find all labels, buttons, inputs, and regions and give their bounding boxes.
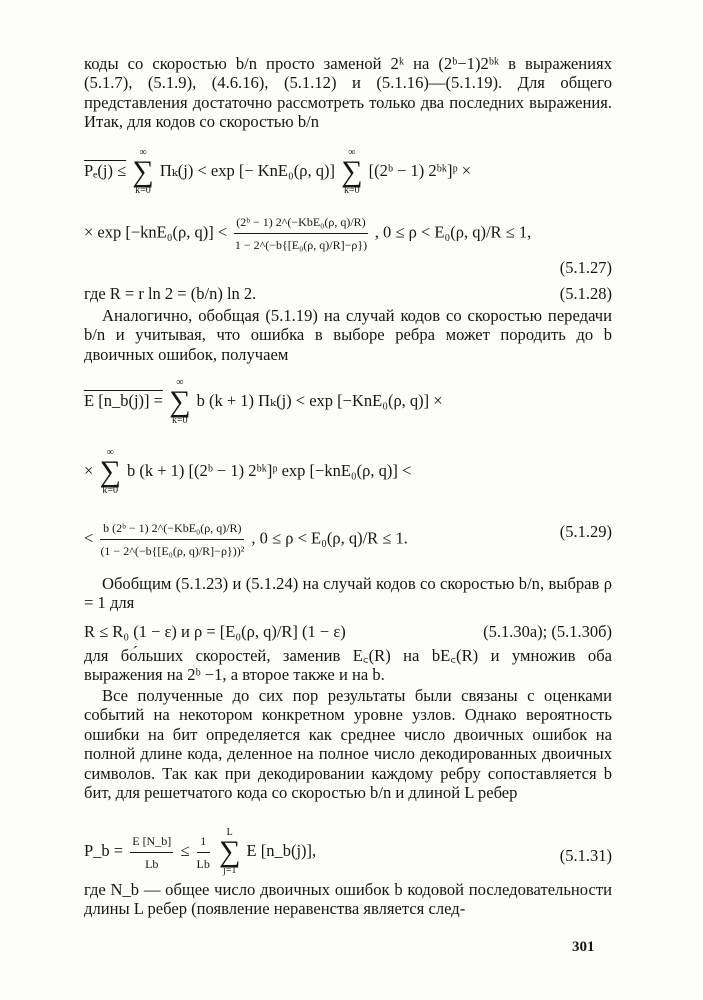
paragraph-generalize: Обобщим (5.1.23) и (5.1.24) на случай кодов со скоростью b/n, выбрав ρ = 1 для bbox=[84, 574, 612, 613]
fraction: $\frac{E [N\_b]}{Lb}$ bbox=[130, 831, 173, 874]
equation-number: (5.1.29) bbox=[559, 522, 612, 541]
eq-lhs: Pₑ(j) ≤ bbox=[84, 160, 127, 180]
equation-number: (5.1.28) bbox=[559, 284, 612, 303]
sum-symbol: ∞ ∑ k=0 bbox=[132, 147, 154, 196]
equation-5-1-29-line1: E [n_b(j)] = ∞ ∑ k=0 b (k + 1) Πₖ(j) < exp [−KnE₀(ρ, q)] × bbox=[84, 377, 443, 426]
eq-middle: Πₖ(j) < exp [− KnE₀(ρ, q)] bbox=[159, 160, 335, 180]
page-number: 301 bbox=[572, 939, 595, 955]
equation-5-1-29-line3: < $\frac{\text{b (2ᵇ − 1) 2\textasciicircum{}(−KbE₀(ρ, q)/R)}}{\text{(1 − 2\textasciicircum{}(−b\{[E₀(ρ, q)/R]−ρ\}))²}}$ , 0 ≤ ρ < E₀(ρ, q)/R ≤ 1. (5.1.29) bbox=[84, 518, 612, 561]
fraction: $\frac{\text{b (2ᵇ − 1) 2\textasciicircum{}(−KbE₀(ρ, q)/R)}}{\text{(1 − 2\textasciicircum{}(−b\{[E₀(ρ, q)/R]−ρ\}))²}}$ bbox=[100, 518, 244, 561]
equation-5-1-30: R ≤ R₀ (1 − ε) и ρ = [E₀(ρ, q)/R] (1 − ε) (5.1.30а); (5.1.30б) bbox=[84, 622, 612, 641]
equation-5-1-27-line1 bbox=[84, 148, 612, 196]
equation-number: (5.1.30а); (5.1.30б) bbox=[483, 622, 612, 641]
sum-symbol: L ∑ j=1 bbox=[219, 827, 241, 876]
fraction: $\frac{\text{(2ᵇ − 1) 2\textasciicircum{}(−KbE₀(ρ, q)/R)}}{\text{1 − 2\textasciicircum{}(−b\{[E₀(ρ, q)/R]−ρ\})}}$ bbox=[234, 212, 367, 255]
definition-R: где R = r ln 2 = (b/n) ln 2. (5.1.28) bbox=[84, 284, 612, 303]
equation-number: (5.1.31) bbox=[559, 846, 612, 865]
eq-condition: , 0 ≤ ρ < E₀(ρ, q)/R ≤ 1, bbox=[374, 222, 532, 242]
equation-5-1-31: P_b = $\frac{E [N\_b]}{Lb}$ ≤ $\frac{1}{Lb}$ L ∑ j=1 E [n_b(j)], (5.1.31) bbox=[84, 827, 612, 876]
sum-symbol: ∞ ∑ k=0 bbox=[99, 447, 121, 496]
equation-number: (5.1.27) bbox=[559, 258, 612, 277]
equation-5-1-27-line2 bbox=[84, 212, 612, 255]
formula-R: R = r ln 2 = (b/n) ln 2. bbox=[109, 284, 257, 303]
eq-line2-left: × exp [−knE₀(ρ, q)] < bbox=[84, 222, 228, 242]
paragraph-footer: где N_b — общее число двоичных ошибок b кодовой последовательности длины L ребер (появление неравенства является след- bbox=[84, 880, 612, 919]
sum-symbol: ∞ ∑ k=0 bbox=[341, 147, 363, 196]
paragraph-intro: коды со скоростью b/n просто заменой 2ᵏ на (2ᵇ−1)2ᵇᵏ в выражениях (5.1.7), (5.1.9), (4.6.16), (5.1.12) и (5.1.16)—(5.1.19). Для общего представления достаточно рассмотреть только два последних выражения. Итак, для кодов со скоростью b/n bbox=[84, 54, 612, 132]
paragraph-bit-error: Все полученные до сих пор результаты были связаны с оценками событий на некотором конкретном уровне узлов. Однако вероятность ошибки на бит определяется как среднее число двоичных ошибок на полной длине кода, деленное на полное число декодированных двоичных символов. Так как при декодировании каждому ребру сопоставляется b бит, для решетчатого кода со скоростью b/n и длиной L ребер bbox=[84, 686, 612, 803]
paragraph-analogy: Аналогично, обобщая (5.1.19) на случай кодов со скоростью передачи b/n и учитывая, что ошибка в выборе ребра может породить до b двоичных ошибок, получаем bbox=[84, 306, 612, 364]
equation-5-1-29-line2: × ∞ ∑ k=0 b (k + 1) [(2ᵇ − 1) 2ᵇᵏ]ᵖ exp [−knE₀(ρ, q)] < bbox=[84, 447, 412, 496]
paragraph-larger-rates: для бо́льших скоростей, заменив E꜀(R) на bE꜀(R) и умножив оба выражения на 2ᵇ −1, а второе также и на b. bbox=[84, 646, 612, 685]
sum-symbol: ∞ ∑ k=0 bbox=[169, 377, 191, 426]
eq-rhs: [(2ᵇ − 1) 2ᵇᵏ]ᵖ × bbox=[368, 160, 472, 180]
fraction: $\frac{1}{Lb}$ bbox=[197, 831, 210, 874]
